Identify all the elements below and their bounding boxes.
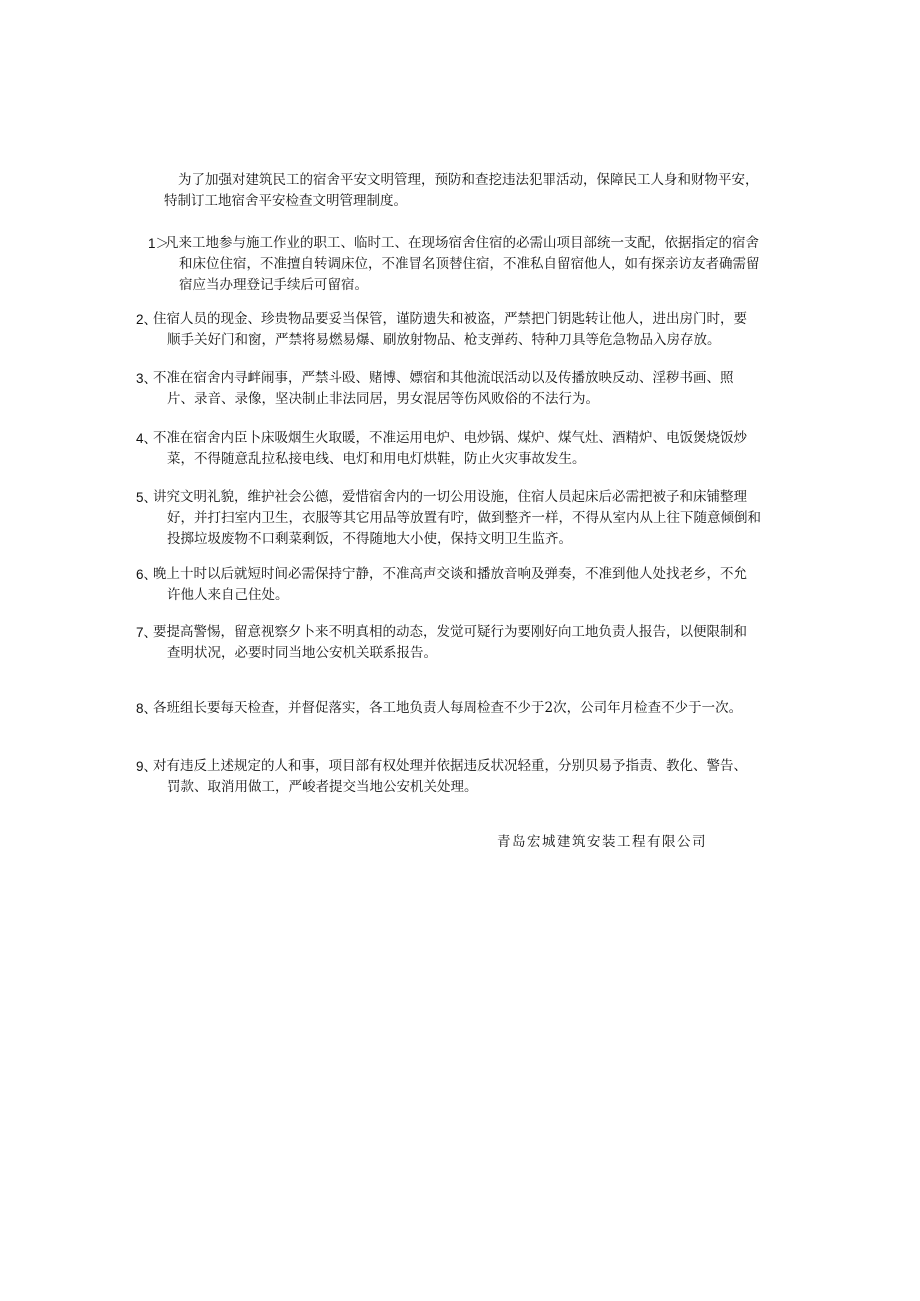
- rule-text: [153, 368, 796, 410]
- rule-line: 宿应当办理登记手续后可留宿。: [179, 277, 368, 293]
- rule-line: 顺手关好门和窗，严禁将易燃易爆、刷放射物品、枪支弹药、特种刀具等危急物品入房存放。: [167, 332, 721, 348]
- rule-line: 查明状况，必要时同当地公安机关联系报告。: [167, 645, 437, 661]
- rule-text: [153, 428, 796, 470]
- rule-line: 菜，不得随意乱拉私接电线、电灯和用电灯烘鞋，防止火灾事故发生。: [167, 451, 586, 467]
- rule-number: 3、: [136, 371, 158, 386]
- rule-text: [153, 622, 796, 664]
- rule-line: 住宿人员的现金、珍贵物品要妥当保管，谨防遗失和被盗，严禁把门钥匙转让他人，进出房门时，要: [153, 311, 747, 327]
- rule-item-1: [136, 233, 796, 296]
- rule-line: 各班组长要每天检查，并督促落实，各工地负责人每周检查不少于2次，公司年月检查不少于一次。: [153, 700, 743, 716]
- rule-line: 要提高警惕，留意视察夕卜来不明真相的动态，发觉可疑行为要刚好向工地负责人报告，以便限制和: [153, 624, 747, 640]
- rule-item-4: [136, 428, 796, 470]
- rule-line: 对有违反上述规定的人和事，项目部有权处理并依据违反状况轻重，分别贝易予指责、教化、警告、: [153, 758, 747, 774]
- rule-number: 4、: [136, 431, 158, 446]
- rule-item-9: [136, 756, 796, 798]
- rule-number: 5、: [136, 490, 158, 505]
- rule-item-2: [136, 309, 796, 351]
- rule-text: [153, 564, 796, 606]
- rule-number: 8、: [136, 701, 158, 716]
- rule-item-6: [136, 564, 796, 606]
- rule-line: 和床位住宿，不准擅自转调床位，不准冒名顶替住宿，不准私自留宿他人，如有探亲访友者确需留: [179, 256, 760, 272]
- rule-line: 不准在宿舍内寻衅闹事，严禁斗殴、赌博、嫖宿和其他流氓活动以及传播放映反动、淫秽书画、照: [153, 370, 734, 386]
- rule-line: 凡来工地参与施工作业的职工、临时工、在现场宿舍住宿的必需山项目部统一支配，依据指定的宿舍: [165, 235, 759, 251]
- rule-item-7: [136, 622, 796, 664]
- rule-line: 许他人来自己住处。: [167, 587, 289, 603]
- rule-line: 不准在宿舍内臣卜床吸烟生火取暖，不准运用电炉、电炒锅、煤炉、煤气灶、酒精炉、电饭煲烧饭炒: [153, 430, 747, 446]
- rule-line: 投掷垃圾废物不口剩菜剩饭，不得随地大小使，保持文明卫生监齐。: [167, 531, 572, 547]
- intro-line-2: 特制订工地宿舍平安检查文明管理制度。: [164, 193, 407, 209]
- rule-text: [153, 309, 796, 351]
- rule-item-3: [136, 368, 796, 410]
- intro-line-1: 为了加强对建筑民工的宿舍平安文明管理，预防和查挖违法犯罪活动，保障民工人身和财物平安，: [178, 172, 759, 188]
- rule-text: [165, 233, 796, 296]
- rule-line: 晚上十时以后就短时间必需保持宁静，不准高声交谈和播放音响及弹奏，不准到他人处找老乡，不允: [153, 566, 747, 582]
- rule-item-5: [136, 487, 796, 550]
- rule-line: 片、录音、录像，坚决制止非法同居，男女混居等伤风败俗的不法行为。: [167, 391, 599, 407]
- rule-line: 讲究文明礼貌，维护社会公德，爱惜宿舍内的一切公用设施，住宿人员起床后必需把被子和床铺整理: [153, 489, 747, 505]
- rule-line: 罚款、取消用做工，严峻者提交当地公安机关处理。: [167, 779, 478, 795]
- rule-text: [153, 698, 796, 719]
- company-signature: 青岛宏城建筑安装工程有限公司: [497, 834, 707, 850]
- intro-paragraph: [164, 170, 798, 212]
- rule-number: 1＞: [148, 236, 170, 251]
- rule-number: 6、: [136, 567, 158, 582]
- rule-item-8: [136, 698, 796, 719]
- rule-number: 2、: [136, 312, 158, 327]
- rule-number: 7、: [136, 625, 158, 640]
- rule-text: [153, 487, 796, 550]
- rule-number: 9、: [136, 759, 158, 774]
- rule-text: [153, 756, 796, 798]
- rule-line: 好，并打扫室内卫生，衣服等其它用品等放置有咛，做到整齐一样，不得从室内从上往下随意倾倒和: [167, 510, 761, 526]
